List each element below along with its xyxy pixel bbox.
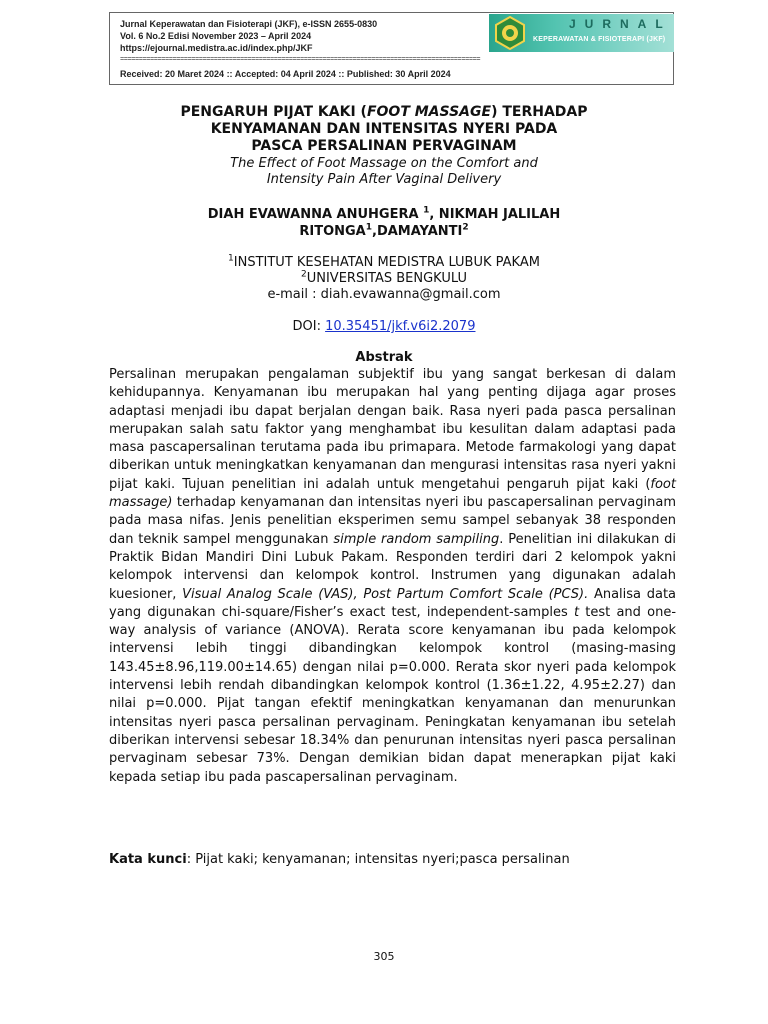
doi-label: DOI: [292, 319, 326, 334]
english-title-line-1: The Effect of Foot Massage on the Comfort and [230, 156, 538, 171]
abstract-text: . Penelitian ini dilakukan di Praktik Bidan Mandiri Dini Lubuk Pakam. Responden terdiri dari 2 kelompok yakni kelompok intervensi dan kelompok kontrol. Instrumen yang digunakan adalah kuesioner, [109, 531, 677, 602]
affil-name: UNIVERSITAS BENGKULU [306, 271, 467, 286]
english-title [0, 156, 768, 188]
abstract-text: test and one-way analysis of variance (ANOVA). Rerata score kenyamanan ibu pada kelompok intervensi lebih tinggi dibandingkan kelompok kontrol (masing-masing 143.45±8.96,119.00±14.65) dengan nilai p=0.000. Rerata skor nyeri pada kelompok intervensi lebih rendah dibandingkan kelompok kontrol (1.36±1.22, 4.95±2.27) dan nilai p=0.000. Pijat tangan efektif meningkatkan kenyamanan dan menurunkan intensitas nyeri pasca persalinan pervaginam. Peningkatan kenyamanan ibu setelah diberikan intervensi sebesar 18.34% dan penurunan intensitas nyeri pasca persalinan pervaginam sebesar 73%. Dengan demikian bidan dapat menerapkan pijat kaki kepada setiap ibu pada pascapersalinan pervaginam. [109, 604, 677, 785]
author-line-1 [0, 206, 768, 223]
abstract-italic: foot massage) [109, 476, 676, 511]
journal-header [109, 12, 674, 85]
volume-line: Vol. 6 No.2 Edisi November 2023 – April 2024 [120, 31, 312, 41]
title-text: ) TERHADAP [491, 104, 588, 120]
title-line-2: KENYAMANAN DAN INTENSITAS NYERI PADA [210, 121, 558, 137]
affil-mark: 2 [301, 269, 307, 280]
author-email: e-mail : diah.evawanna@gmail.com [267, 287, 501, 302]
english-title-line-2: Intensity Pain After Vaginal Delivery [266, 172, 502, 187]
abstract-heading: Abstrak [355, 350, 413, 365]
title-text: PENGARUH PIJAT KAKI ( [180, 104, 367, 120]
journal-name-line: Jurnal Keperawatan dan Fisioterapi (JKF), e-ISSN 2655-0830 [120, 19, 378, 29]
abstract-italic: t [573, 604, 580, 620]
affil-mark: 1 [228, 253, 234, 264]
abstract-body [109, 366, 676, 787]
dates-line: Received: 20 Maret 2024 :: Accepted: 04 April 2024 :: Published: 30 April 2024 [120, 69, 451, 79]
author-list [0, 206, 768, 240]
title-line-1 [0, 104, 768, 121]
journal-logo [489, 14, 674, 52]
keywords-text: : Pijat kaki; kenyamanan; intensitas nyeri;pasca persalinan [186, 852, 570, 867]
logo-word: JURNAL [569, 17, 672, 31]
author-affil-mark: 1 [423, 205, 430, 216]
title-italic: FOOT MASSAGE [366, 104, 492, 120]
author-affil-mark: 1 [365, 222, 373, 233]
author-name: , NIKMAH JALILAH [429, 207, 561, 222]
abstract-italic: simple random sampiling [333, 531, 500, 547]
abstract-text: Analisa data yang digunakan chi-square/Fisher’s exact test, independent-samples [109, 586, 677, 620]
author-affil-mark: 2 [462, 222, 469, 233]
header-separator: ================================================================================================ [120, 56, 481, 64]
doi-line [0, 319, 768, 335]
keywords-label: Kata kunci [109, 852, 187, 867]
author-line-2 [0, 223, 768, 240]
university-emblem-icon [493, 16, 527, 50]
author-name: RITONGA [299, 224, 366, 239]
author-name: DIAH EVAWANNA ANUHGERA [207, 207, 424, 222]
abstract-text: terhadap kenyamanan dan intensitas nyeri ibu pascapersalinan pervaginam pada masa nifas. Jenis penelitian eksperimen semu sampel sebanyak 38 responden dan teknik sampel menggunakan [109, 495, 676, 547]
doi-link[interactable]: 10.35451/jkf.v6i2.2079 [325, 319, 476, 334]
affiliation-2 [0, 271, 768, 287]
affiliation-1 [0, 255, 768, 271]
affil-name: INSTITUT KESEHATAN MEDISTRA LUBUK PAKAM [233, 255, 540, 270]
paper-title [0, 104, 768, 155]
logo-subtitle: KEPERAWATAN & FISIOTERAPI (JKF) [533, 36, 666, 43]
abstract-italic: Visual Analog Scale (VAS), Post Partum Comfort Scale (PCS). [182, 586, 589, 602]
affiliations [0, 255, 768, 303]
title-line-3: PASCA PERSALINAN PERVAGINAM [251, 138, 517, 154]
author-name: ,DAMAYANTI [372, 224, 463, 239]
journal-url[interactable]: https://ejournal.medistra.ac.id/index.php/JKF [120, 43, 313, 53]
abstract-text: Persalinan merupakan pengalaman subjektif ibu yang sangat berkesan di dalam kehidupannya. Kenyamanan ibu merupakan hal yang penting dijaga agar proses adaptasi menjadi ibu dapat berjalan dengan baik. Rasa nyeri pada pasca persalinan merupakan salah satu faktor yang menghambat ibu kesulitan dalam adaptasi pada masa pascapersalinan terutama pada ibu primapara. Metode farmakologi yang dapat diberikan untuk meningkatkan kenyamanan dan mengurasi intensitas rasa nyeri yakni pijat kaki. Tujuan penelitian ini adalah untuk mengetahui pengaruh pijat kaki ( [109, 367, 676, 492]
page-number: 305 [373, 950, 395, 963]
keywords [109, 851, 676, 869]
